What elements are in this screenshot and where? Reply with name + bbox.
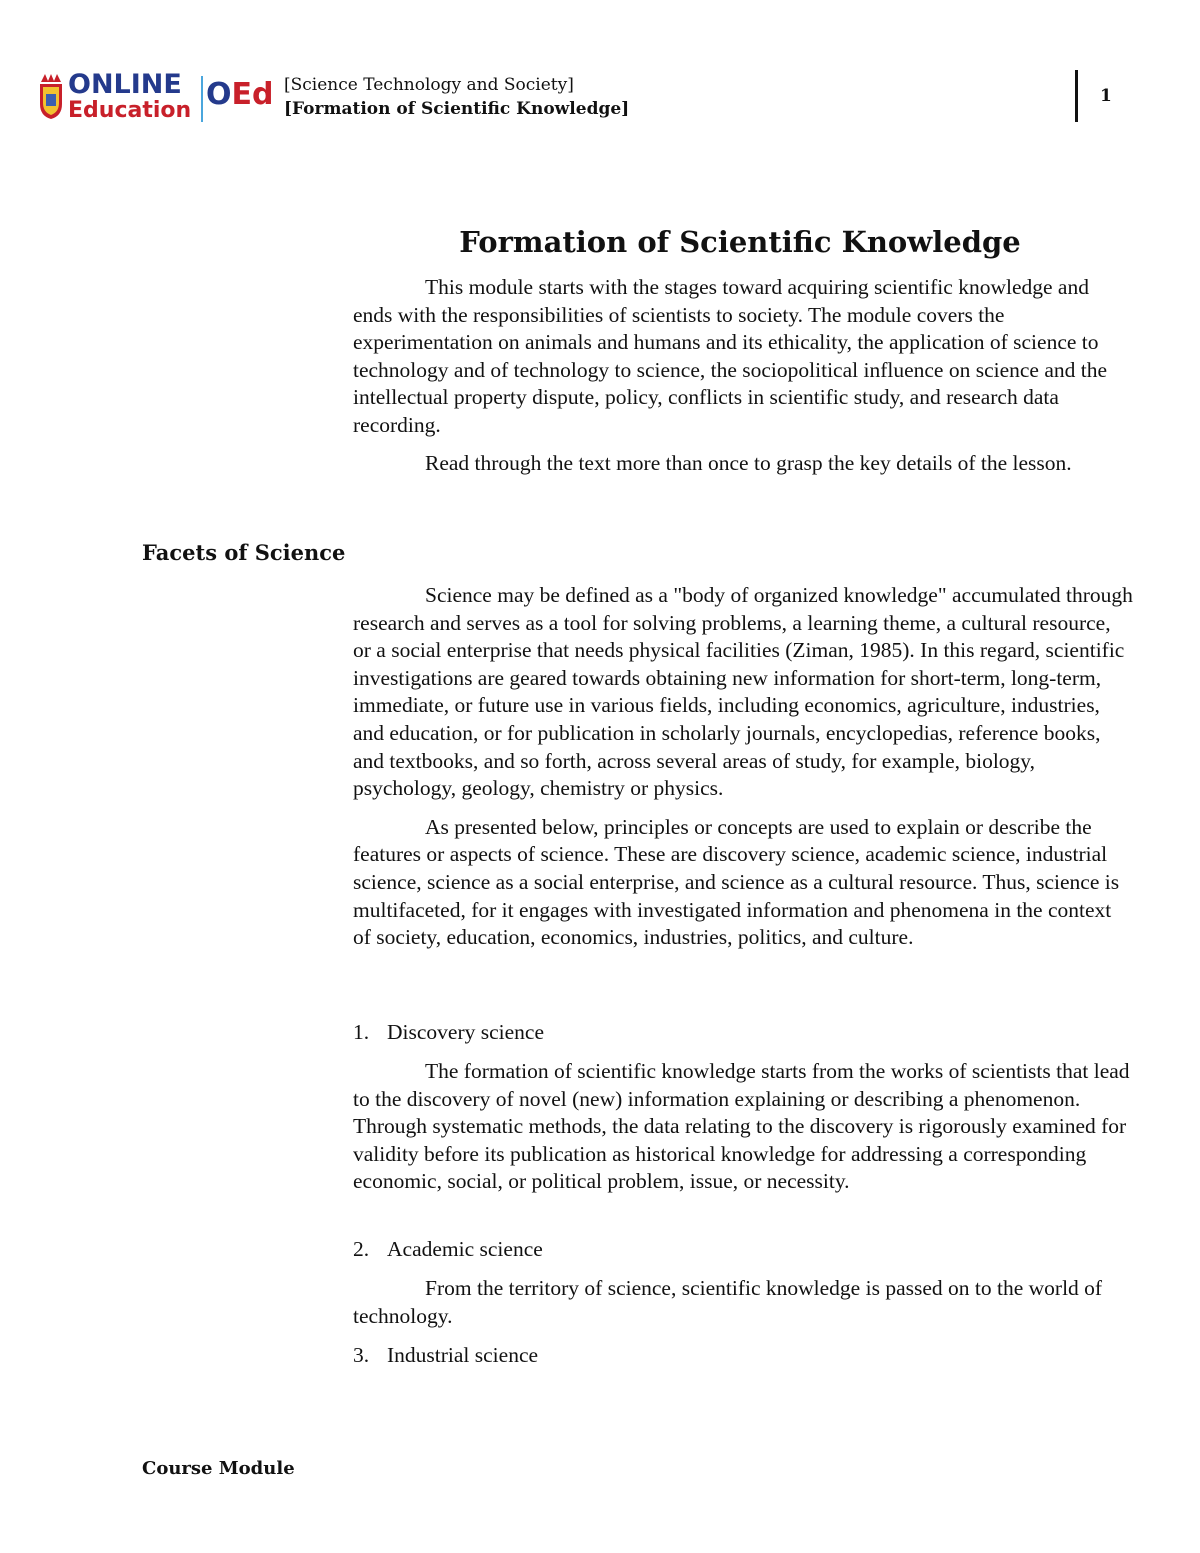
page-title: Formation of Scientific Knowledge: [459, 225, 1021, 259]
logo-separator: [201, 76, 203, 122]
header-divider: [1075, 70, 1078, 122]
online-education-logo: [36, 68, 274, 128]
body-paragraph: As presented below, principles or concepts are used to explain or describe the features or aspects of science. These are discovery science, academic science, industrial science, science as a social enterprise, and science as a cultural resource. Thus, science is multifaceted, for it engages with investigated information and phenomena in the context of society, education, economics, industries, politics, and culture.: [353, 814, 1120, 950]
intro-paragraph: This module starts with the stages toward acquiring scientific knowledge and ends with the responsibilities of scientists to society. The module covers the experimentation on animals and humans and its ethicality, the application of science to technology and of technology to science, the sociopolitical influence on science and the intellectual property dispute, policy, conflicts in scientific study, and research data recording.: [353, 275, 1108, 437]
section-heading: Facets of Science: [142, 540, 346, 565]
header-topic-title: [Formation of Scientific Knowledge]: [284, 99, 630, 119]
body-paragraph: Science may be defined as a "body of organized knowledge" accumulated through research and serves as a tool for solving problems, a learning theme, a cultural resource, or a social enterprise that needs physical facilities (Ziman, 1985). In this regard, scientific investigations are geared towards obtaining new information for short-term, long-term, immediate, or future use in various fields, including economics, agriculture, industries, and education, or for publication in scholarly journals, encyclopedias, reference books, and textbooks, and so forth, across several areas of study, for example, biology, psychology, geology, chemistry or physics.: [353, 583, 1133, 801]
list-item-heading: 3. Industrial science: [353, 1343, 539, 1367]
page-number: 1: [1100, 86, 1112, 106]
header-course-title: [Science Technology and Society]: [284, 75, 574, 95]
intro-paragraph: Read through the text more than once to grasp the key details of the lesson.: [425, 450, 1072, 475]
footer-label: Course Module: [142, 1458, 295, 1479]
section-body: [353, 582, 1133, 952]
list-item-body: From the territory of science, scientific knowledge is passed on to the world of technology.: [353, 1276, 1103, 1328]
logo-oed-text: OEd: [206, 77, 274, 112]
list-item-heading: 1. Discovery science: [353, 1020, 544, 1044]
logo-online-text: ONLINE: [68, 69, 182, 100]
intro-block: [353, 274, 1133, 477]
list-item-body: The formation of scientific knowledge starts from the works of scientists that lead to the discovery of novel (new) information explaining or describing a phenomenon. Through systematic methods, the data relating to the discovery is rigorously examined for validity before its publication as historical knowledge for addressing a corresponding economic, social, or political problem, issue, or necessity.: [353, 1059, 1130, 1194]
ama-shield-icon: [38, 72, 64, 120]
logo-education-text: Education: [68, 98, 192, 123]
list-item-heading: 2. Academic science: [353, 1237, 543, 1261]
